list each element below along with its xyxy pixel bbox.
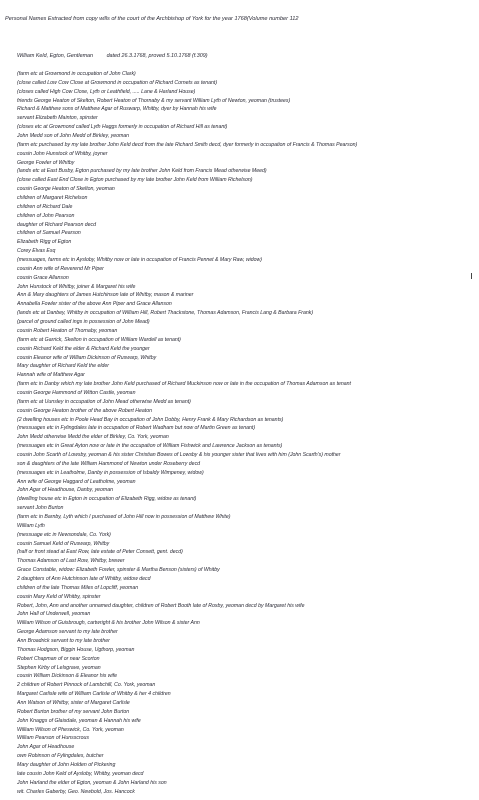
list-item: wit. Charles Gaberby, Geo. Newbold, Jos. Hancock — [17, 788, 135, 795]
list-item: Annabella Fowler sister of the above Ann Piper and Grace Allanson — [17, 301, 172, 308]
list-item: Ann Watson of Whitby, sister of Margaret Carlisle — [17, 700, 130, 707]
list-item: children of Margaret Richelson — [17, 195, 88, 202]
list-item: cousin George Heaton brother of the above Robert Heaton — [17, 407, 152, 414]
list-item: (half or front stead at East Row, late estate of Peter Consett, gent. decd) — [17, 549, 183, 556]
list-item: (messuages etc in Fylingdales late in occupation of Robert Wadham but now of Martin Green as tenant) — [17, 425, 256, 432]
document-title: Personal Names Extracted from copy wills of the court of the Archbishop of York for the year 1768(Volume number 112 — [5, 16, 299, 22]
list-item: Grace Constable, widow: Elizabeth Fowler, spinster & Martha Benson (sisters) of Whitby — [17, 567, 220, 574]
list-item: Thomas Hodgson, Biggin House, Ugthorp, yeoman — [17, 646, 135, 653]
list-item: servant Elizabeth Mainton, spinster — [17, 115, 98, 122]
list-item: (farm etc in Danby which my late brother John Keld purchased of Richard Muckinson now or late in the occupation of Thomas Adamson as tenant — [17, 381, 351, 388]
list-item: (farm etc at Uunsley in occupation of John Mead otherwise Medd as tenant) — [17, 398, 191, 405]
list-item: Richard & Matthew sons of Matthew Agar of Ruswarp, Whitby, dyer by Hannah his wife — [17, 106, 217, 113]
list-item: William Pearson of Hunsscrous — [17, 735, 90, 742]
list-item: John Agar of Headhouse — [17, 744, 75, 751]
list-item: (messuages etc in Leatholme, Danby in possession of Isbaldy Wimpeney, widow) — [17, 469, 204, 476]
list-item: Robert, John, Ann and another unnamed daughter, children of Robert Booth late of Roxby, yeoman decd by Margaret his wife — [17, 602, 305, 609]
list-item: Hannah wife of Matthew Agar — [17, 372, 85, 379]
list-item: cousin Mary Keld of Whitby, spinster — [17, 593, 101, 600]
list-item: John Medd son of John Medd of Birkley, yeoman — [17, 133, 130, 140]
list-item: cousin Richard Keld the elder & Richard Keld the younger — [17, 345, 150, 352]
testator-name: William Keld, Egton, Gentleman — [17, 53, 94, 59]
list-item: cousin William Dickinson & Eleanor his wife — [17, 673, 117, 680]
list-item: Ann Broadrick servant to my late brother — [17, 638, 110, 644]
list-item: (closes called High Cow Close, Lyth or Leathfield, ..... Lane & Harland House) — [17, 88, 196, 95]
list-item: John Hunstock of Whitby, joiner & Margaret his wife — [17, 283, 136, 290]
list-item: Mary daughter of John Holden of Pickering — [17, 762, 116, 769]
list-item: own Robinson of Fylingdales, butcher — [17, 753, 104, 760]
margin-mark — [471, 273, 472, 279]
list-item: son & daughters of the late William Hammond of Newton under Roseberry decd — [17, 460, 201, 467]
list-item: Stephen Kirby of Lelsgrave, yeoman — [17, 664, 101, 671]
entry-list — [17, 70, 477, 796]
list-item: cousin Grace Allanson — [17, 274, 69, 281]
list-item: John Knaggs of Glaisdale, yeoman & Hannah his wife — [17, 717, 141, 724]
list-item: William Wilson of Guisbrough, cartwright & his brother John Wilson & sister Ann — [17, 620, 200, 627]
list-item: (lands etc at East Busby, Egton purchased by my late brother John Keld from Francis Mead otherwise Meed) — [17, 168, 267, 175]
list-item: Elizabeth Rigg of Egton — [17, 239, 72, 246]
list-item: (closes etc at Growmond called Lyth Haggs formerly in occupation of Richard Hill as tenant) — [17, 124, 228, 131]
list-item: (farm etc in Barnby, Lyth which I purchased of John Hill now in possession of Matthew White) — [17, 513, 231, 520]
list-item: (parcel of ground called ings in possession of John Mead) — [17, 319, 150, 326]
list-item: John Harland the elder of Egton, yeoman & John Harland his son — [17, 779, 167, 786]
list-item: cousin John Scarth of Lowsby, yeoman & his sister Christian Bowes of Lowsby & his younger sister that lives with him (John Scarth's) mother — [17, 451, 341, 458]
list-item: 2 daughters of Ann Hutchinson late of Whitby, widow decd — [17, 575, 151, 582]
list-item: (close called Low Cow Close at Growmond in occupation of Richard Cornets as tenant) — [17, 79, 218, 86]
list-item: Robert Burton brother of my servant John Burton — [17, 708, 130, 715]
list-item: George Adamson servant to my late brother — [17, 629, 118, 636]
list-item: children of Richard Dale — [17, 203, 73, 210]
list-item: Ann & Mary daughters of James Hutchinson late of Whitby, mason & mariner — [17, 292, 194, 299]
list-item: Ann wife of George Haggard of Leatholme, yeoman — [17, 478, 136, 485]
list-item: (2 dwelling houses etc in Poole Head Bay in occupation of John Dobby, Henry Frank & Mary Richardson as tenants) — [17, 416, 284, 423]
list-item: Corey Elvas Esq — [17, 248, 56, 255]
testator-header — [17, 53, 477, 59]
list-item: late cousin John Keld of Aysloby, Whitby, yeoman decd — [17, 770, 144, 777]
list-item: children of John Pearson — [17, 212, 75, 219]
list-item: William Lyth — [17, 522, 45, 529]
list-item: (messuages etc in Great Ayton now or late in the occupation of William Fishwick and Lawrence Jackson as tenants) — [17, 443, 283, 450]
list-item: Robert Chapman of or near Scorton — [17, 655, 100, 662]
list-item: friends George Heaton of Skelton, Robert Heaton of Thornaby & my servant William Lyth of Newton, yeoman (trustees) — [17, 97, 291, 104]
list-item: cousin Ann wife of Reverend Mr Piper — [17, 265, 104, 272]
list-item: George Fowler of Whitby — [17, 159, 75, 166]
list-item: daughter of Richard Pearson decd — [17, 221, 97, 228]
list-item: (lands etc at Danbey, Whitby in occupation of William Hill, Robert Thackstone, Thomas Adamson, Francis Lang & Barbara Frank) — [17, 310, 314, 317]
list-item: William Wilson of Pheswick, Co. York, yeoman — [17, 726, 124, 733]
list-item: (farm etc at Growmond in occupation of John Clark) — [17, 71, 136, 77]
list-item: (messuages, farms etc in Aysloby, Whitby now or late in occupation of Francis Pennet & Mary Raw, widow) — [17, 257, 263, 264]
list-item: John Medd otherwise Medd the elder of Birkley, Co. York, yeoman — [17, 434, 169, 441]
list-item: cousin George Hammond of Witton Castle, yeoman — [17, 389, 136, 396]
list-item: cousin Samuel Keld of Ruswarp, Whitby — [17, 540, 110, 547]
list-item: 2 children of Robert Pinnock of Lambchill, Co. York, yeoman — [17, 682, 156, 689]
list-item: (farm etc purchased by my late brother John Keld decd from the late Richard Smith decd, dyer formerly in occupation of Francis & Thomas Pearson) — [17, 141, 358, 148]
list-item: (farm etc at Garrick, Skelton in occupation of William Wardell as tenant) — [17, 336, 181, 343]
list-item: Mary daughter of Richard Keld the elder — [17, 363, 109, 370]
list-item: John Agar of Headhouse, Danby, yeoman — [17, 487, 114, 494]
list-item: Margaret Carlisle wife of William Carlisle of Whitby & her 4 children — [17, 691, 171, 698]
testator-dates: dated 26.3.1768, proved 5.10.1768 (f.309) — [106, 53, 208, 59]
list-item: Thomas Adamson of Last Row, Whitby, brewer — [17, 558, 125, 565]
list-item: cousin John Hunstock of Whitby, joyner — [17, 150, 108, 157]
list-item: John Hall of Underwell, yeoman — [17, 611, 91, 618]
list-item: children of the late Thomas Miles of Lopcliff, yeoman — [17, 584, 139, 591]
list-item: cousin Eleanor wife of William Dickinson of Ruswarp, Whitby — [17, 354, 157, 361]
list-item: (messuage etc in Newsondale, Co. York) — [17, 531, 111, 538]
list-item: (dwelling house etc in Egton in occupation of Elizabeth Rigg, widow as tenant) — [17, 496, 197, 503]
list-item: servant John Burton — [17, 505, 64, 512]
list-item: children of Samuel Pearson — [17, 230, 81, 237]
list-item: (close called East End Close in Egton purchased by my late brother John Keld from William Richelson) — [17, 177, 253, 184]
list-item: cousin Robert Heaton of Thornaby, yeoman — [17, 327, 118, 334]
list-item: cousin George Heaton of Skelton, yeoman — [17, 186, 115, 193]
